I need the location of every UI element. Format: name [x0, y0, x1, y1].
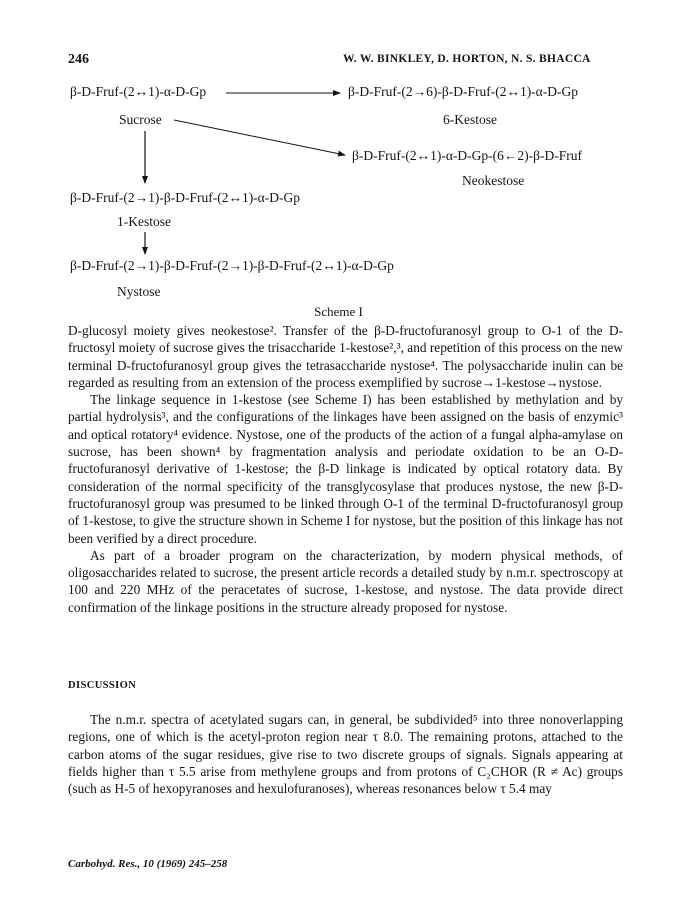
- scheme-caption: Scheme I: [314, 304, 363, 319]
- paragraph-3: As part of a broader program on the characterization, by modern physical methods, of oligosaccharides related to sucrose, the present article records a detailed study by n.m.r. spectroscopy at 100 and 220 MHz of the peracetates of sucrose, 1-kestose, and nystose. The data provide direct confirmation of the linkage positions in the structure already proposed for nystose.: [68, 547, 623, 615]
- kestose1-formula: β-D-Fruf-(2→1)-β-D-Fruf-(2↔1)-α-D-Gp: [70, 190, 300, 205]
- arrow-sucrose-to-neokestose: [174, 120, 345, 155]
- neokestose-label: Neokestose: [462, 173, 525, 188]
- sucrose-formula: β-D-Fruf-(2↔1)-α-D-Gp: [70, 84, 207, 99]
- paragraph-2: The linkage sequence in 1-kestose (see Scheme I) has been established by methylation and by partial hydrolysis³, and the configurations of the linkages have been assigned on the basis of enzymic³ and optical rotatory⁴ evidence. Nystose, one of the products of the action of a fungal alpha-amylase on sucrose, has been shown⁴ by fragmentation analysis and periodate oxidation to be an O-D-fructofuranosyl derivative of 1-kestose; the β-D linkage is indicated by optical rotatory data. By consideration of the normal specificity of the transglycosylase that produces nystose, the new β-D-fructofuranosyl group was presumed to be linked through O-1 of the terminal D-fructofuranosyl group of 1-kestose, to give the structure shown in Scheme I for nystose, but the position of this linkage has not been verified by a direct procedure.: [68, 392, 623, 546]
- kestose1-label: 1-Kestose: [117, 214, 171, 229]
- sucrose-label: Sucrose: [119, 112, 162, 127]
- paragraph-1: D-glucosyl moiety gives neokestose². Transfer of the β-D-fructofuranosyl group to O-1 of the D-fructosyl moiety of sucrose gives the trisaccharide 1-kestose²,³, and repetition of this process on the new terminal D-fructofuranosyl group gives the tetrasaccharide nystose⁴. The polysaccharide inulin can be regarded as resulting from an extension of the process exemplified by sucrose→1-kestose→nystose.: [68, 323, 623, 390]
- page-number: 246: [68, 52, 89, 67]
- discussion-text: [68, 711, 623, 797]
- nystose-formula: β-D-Fruf-(2→1)-β-D-Fruf-(2→1)-β-D-Fruf-(2↔1)-α-D-Gp: [70, 258, 394, 273]
- running-header-authors: W. W. BINKLEY, D. HORTON, N. S. BHACCA: [343, 53, 591, 65]
- paragraph-4: The n.m.r. spectra of acetylated sugars can, in general, be subdivided⁵ into three nonoverlapping regions, one of which is the acetyl-proton region near τ 8.0. The remaining protons, attached to the carbon atoms of the sugar residues, give rise to two discrete groups of signals. Signals appearing at fields higher than τ 5.5 arise from methylene groups and from protons of C₂CHOR (R ≠ Ac) groups (such as H-5 of hexopyranoses and hexulofuranoses), whereas resonances below τ 5.4 may: [68, 712, 623, 797]
- section-heading: DISCUSSION: [68, 680, 137, 691]
- body-paragraphs: [68, 322, 623, 616]
- kestose6-formula: β-D-Fruf-(2→6)-β-D-Fruf-(2↔1)-α-D-Gp: [348, 84, 578, 99]
- nystose-label: Nystose: [117, 284, 161, 299]
- footer-citation: Carbohyd. Res., 10 (1969) 245–258: [68, 858, 228, 870]
- kestose6-label: 6-Kestose: [443, 112, 497, 127]
- neokestose-formula: β-D-Fruf-(2↔1)-α-D-Gp-(6←2)-β-D-Fruf: [352, 148, 582, 163]
